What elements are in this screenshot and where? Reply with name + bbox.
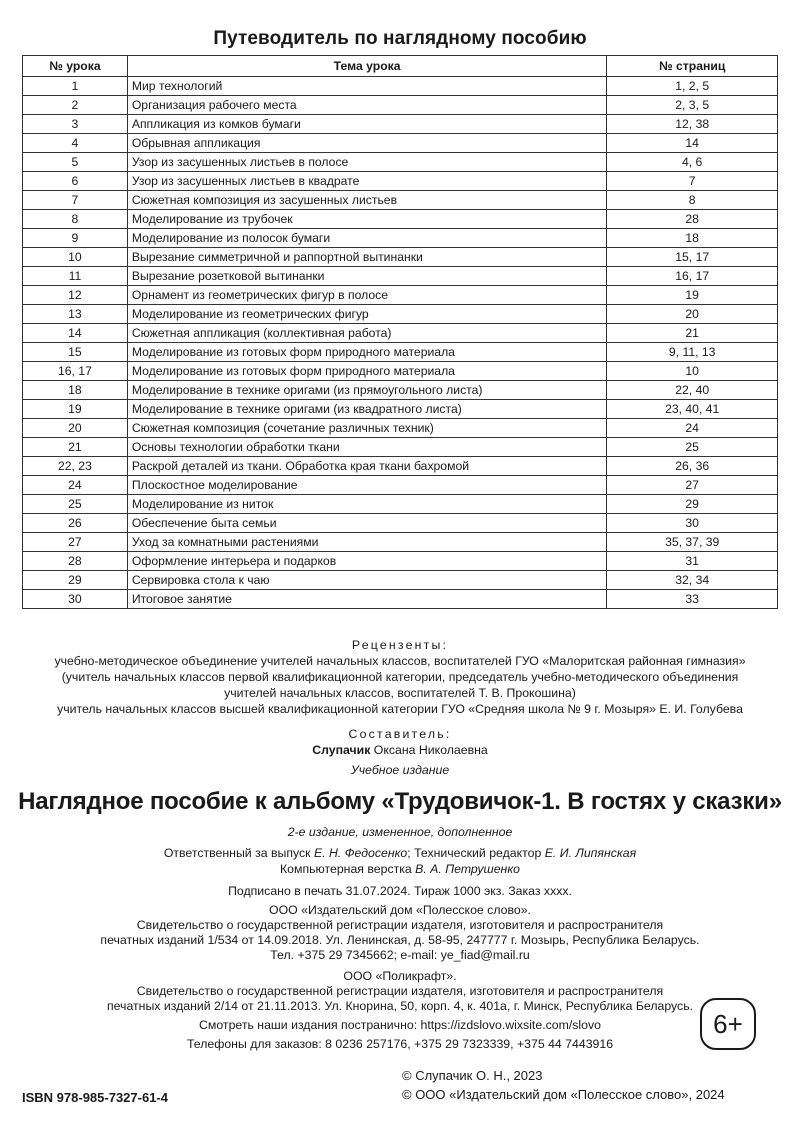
page-numbers-cell: 21	[607, 324, 778, 343]
page-numbers-cell: 35, 37, 39	[607, 533, 778, 552]
page-numbers-cell: 14	[607, 134, 778, 153]
table-row	[23, 134, 778, 153]
isbn: ISBN 978-985-7327-61-4	[22, 1090, 168, 1105]
page-numbers-cell: 20	[607, 305, 778, 324]
header-lesson-number: № урока	[23, 56, 128, 77]
publisher-line: Тел. +375 29 7345662; e-mail: ye_fiad@mail.ru	[270, 948, 530, 962]
table-row	[23, 514, 778, 533]
page-numbers-cell: 32, 34	[607, 571, 778, 590]
publisher-line: Свидетельство о государственной регистрации издателя, изготовителя и распространителя	[136, 918, 664, 932]
edition-type: Учебное издание	[350, 763, 450, 777]
printer-line: ООО «Поликрафт».	[343, 969, 457, 983]
copyright-line: © ООО «Издательский дом «Полесское слово», 2024	[402, 1087, 725, 1102]
lesson-topic-cell: Вырезание розетковой вытинанки	[127, 267, 607, 286]
lesson-topic-cell: Узор из засушенных листьев в полосе	[127, 153, 607, 172]
lesson-topic-cell: Раскрой деталей из ткани. Обработка края ткани бахромой	[127, 457, 607, 476]
publisher-line: печатных изданий 1/534 от 14.09.2018. Ул. Ленинская, д. 58-95, 247777 г. Мозырь, Республика Беларусь.	[100, 933, 700, 947]
lesson-guide-table	[22, 55, 778, 609]
lesson-topic-cell: Вырезание симметричной и раппортной вытинанки	[127, 248, 607, 267]
lesson-topic-cell: Плоскостное моделирование	[127, 476, 607, 495]
lesson-number-cell: 11	[23, 267, 128, 286]
table-row	[23, 495, 778, 514]
lesson-number-cell: 22, 23	[23, 457, 128, 476]
table-row	[23, 381, 778, 400]
table-row	[23, 267, 778, 286]
lesson-number-cell: 13	[23, 305, 128, 324]
page-numbers-cell: 16, 17	[607, 267, 778, 286]
copyright-block	[402, 1066, 725, 1104]
page-numbers-cell: 9, 11, 13	[607, 343, 778, 362]
lesson-topic-cell: Моделирование из ниток	[127, 495, 607, 514]
reviewer-line: учитель начальных классов высшей квалификационной категории ГУО «Средняя школа № 9 г. Мозыря» Е. И. Голубева	[57, 702, 743, 716]
reviewer-line: учителей начальных классов, воспитателей Т. В. Прокошина)	[224, 686, 576, 700]
lesson-topic-cell: Моделирование из геометрических фигур	[127, 305, 607, 324]
lesson-topic-cell: Сюжетная композиция из засушенных листьев	[127, 191, 607, 210]
lesson-number-cell: 10	[23, 248, 128, 267]
lesson-number-cell: 27	[23, 533, 128, 552]
lesson-number-cell: 28	[23, 552, 128, 571]
credit-person: В. А. Петрушенко	[415, 862, 520, 876]
lesson-topic-cell: Моделирование из готовых форм природного материала	[127, 362, 607, 381]
lesson-topic-cell: Организация рабочего места	[127, 96, 607, 115]
page-numbers-cell: 7	[607, 172, 778, 191]
lesson-number-cell: 16, 17	[23, 362, 128, 381]
lesson-topic-cell: Итоговое занятие	[127, 590, 607, 609]
lesson-number-cell: 4	[23, 134, 128, 153]
page-numbers-cell: 23, 40, 41	[607, 400, 778, 419]
page-numbers-cell: 30	[607, 514, 778, 533]
page-numbers-cell: 24	[607, 419, 778, 438]
lesson-number-cell: 18	[23, 381, 128, 400]
lesson-topic-cell: Основы технологии обработки ткани	[127, 438, 607, 457]
lesson-topic-cell: Уход за комнатными растениями	[127, 533, 607, 552]
compiler-heading: Составитель:	[348, 727, 452, 741]
page-numbers-cell: 1, 2, 5	[607, 77, 778, 96]
lesson-number-cell: 14	[23, 324, 128, 343]
page-numbers-cell: 27	[607, 476, 778, 495]
lesson-number-cell: 12	[23, 286, 128, 305]
age-rating-badge: 6+	[700, 998, 756, 1050]
book-title: Наглядное пособие к альбому «Трудовичок-1. В гостях у сказки»	[18, 788, 782, 815]
table-row	[23, 153, 778, 172]
page-numbers-cell: 25	[607, 438, 778, 457]
page-numbers-cell: 19	[607, 286, 778, 305]
table-row	[23, 571, 778, 590]
page-numbers-cell: 18	[607, 229, 778, 248]
lesson-topic-cell: Моделирование в технике оригами (из прямоугольного листа)	[127, 381, 607, 400]
lesson-topic-cell: Обеспечение быта семьи	[127, 514, 607, 533]
table-row	[23, 457, 778, 476]
lesson-number-cell: 21	[23, 438, 128, 457]
table-row	[23, 476, 778, 495]
phones-line: Телефоны для заказов: 8 0236 257176, +375 29 7323339, +375 44 7443916	[186, 1037, 614, 1051]
reviewers-heading: Рецензенты:	[351, 638, 449, 652]
credit-person: Е. И. Липянская	[544, 846, 637, 860]
edition-note: 2-е издание, измененное, дополненное	[287, 825, 513, 839]
credit-person: Е. Н. Федосенко	[313, 846, 408, 860]
lesson-topic-cell: Мир технологий	[127, 77, 607, 96]
website-line: Смотреть наши издания постранично: https://izdslovo.wixsite.com/slovo	[199, 1018, 601, 1032]
credit-label: Ответственный за выпуск	[163, 846, 314, 860]
lesson-number-cell: 26	[23, 514, 128, 533]
table-row	[23, 419, 778, 438]
lesson-number-cell: 30	[23, 590, 128, 609]
page-numbers-cell: 29	[607, 495, 778, 514]
lesson-topic-cell: Сервировка стола к чаю	[127, 571, 607, 590]
page-numbers-cell: 22, 40	[607, 381, 778, 400]
lesson-number-cell: 6	[23, 172, 128, 191]
lesson-topic-cell: Аппликация из комков бумаги	[127, 115, 607, 134]
table-row	[23, 286, 778, 305]
credit-label: Компьютерная верстка	[280, 862, 416, 876]
lesson-number-cell: 7	[23, 191, 128, 210]
lesson-topic-cell: Сюжетная композиция (сочетание различных техник)	[127, 419, 607, 438]
table-row	[23, 210, 778, 229]
page-numbers-cell: 31	[607, 552, 778, 571]
compiler-surname: Слупачик	[312, 743, 371, 757]
lesson-number-cell: 2	[23, 96, 128, 115]
table-row	[23, 400, 778, 419]
table-row	[23, 590, 778, 609]
lesson-topic-cell: Узор из засушенных листьев в квадрате	[127, 172, 607, 191]
table-row	[23, 343, 778, 362]
table-row	[23, 438, 778, 457]
lesson-number-cell: 20	[23, 419, 128, 438]
credits-line-1	[0, 845, 800, 861]
lesson-number-cell: 24	[23, 476, 128, 495]
table-row	[23, 77, 778, 96]
page-numbers-cell: 4, 6	[607, 153, 778, 172]
lesson-topic-cell: Моделирование из готовых форм природного материала	[127, 343, 607, 362]
lesson-number-cell: 29	[23, 571, 128, 590]
header-page-numbers: № страниц	[607, 56, 778, 77]
lesson-topic-cell: Моделирование из трубочек	[127, 210, 607, 229]
lesson-topic-cell: Моделирование из полосок бумаги	[127, 229, 607, 248]
lesson-number-cell: 25	[23, 495, 128, 514]
page-numbers-cell: 8	[607, 191, 778, 210]
reviewer-line: (учитель начальных классов первой квалификационной категории, председатель учебно-методического объединения	[61, 670, 739, 684]
lesson-number-cell: 19	[23, 400, 128, 419]
table-header-row	[23, 56, 778, 77]
lesson-number-cell: 15	[23, 343, 128, 362]
table-row	[23, 115, 778, 134]
table-row	[23, 172, 778, 191]
copyright-line: © Слупачик О. Н., 2023	[402, 1068, 543, 1083]
table-row	[23, 324, 778, 343]
page-numbers-cell: 26, 36	[607, 457, 778, 476]
credit-label: ; Технический редактор	[407, 846, 545, 860]
table-row	[23, 191, 778, 210]
lesson-number-cell: 1	[23, 77, 128, 96]
lesson-topic-cell: Оформление интерьера и подарков	[127, 552, 607, 571]
lesson-topic-cell: Орнамент из геометрических фигур в полосе	[127, 286, 607, 305]
credits-line-2	[0, 861, 800, 877]
page-numbers-cell: 12, 38	[607, 115, 778, 134]
lesson-number-cell: 3	[23, 115, 128, 134]
lesson-topic-cell: Обрывная аппликация	[127, 134, 607, 153]
table-row	[23, 229, 778, 248]
table-row	[23, 552, 778, 571]
lesson-number-cell: 9	[23, 229, 128, 248]
table-row	[23, 248, 778, 267]
lesson-topic-cell: Моделирование в технике оригами (из квадратного листа)	[127, 400, 607, 419]
lesson-topic-cell: Сюжетная аппликация (коллективная работа)	[127, 324, 607, 343]
lesson-number-cell: 8	[23, 210, 128, 229]
printer-line: печатных изданий 2/14 от 21.11.2013. Ул. Кнорина, 50, корп. 4, к. 401а, г. Минск, Республика Беларусь.	[106, 999, 694, 1013]
printer-line: Свидетельство о государственной регистрации издателя, изготовителя и распространителя	[136, 984, 664, 998]
table-row	[23, 96, 778, 115]
table-row	[23, 533, 778, 552]
page-numbers-cell: 10	[607, 362, 778, 381]
header-lesson-topic: Тема урока	[127, 56, 607, 77]
page-title: Путеводитель по наглядному пособию	[213, 28, 587, 49]
compiler-name	[0, 742, 800, 758]
page-numbers-cell: 33	[607, 590, 778, 609]
table-row	[23, 362, 778, 381]
print-info: Подписано в печать 31.07.2024. Тираж 1000 экз. Заказ xxxx.	[228, 884, 572, 898]
page-numbers-cell: 2, 3, 5	[607, 96, 778, 115]
reviewer-line: учебно-методическое объединение учителей начальных классов, воспитателей ГУО «Малоритская районная гимназия»	[54, 654, 746, 668]
lesson-number-cell: 5	[23, 153, 128, 172]
publisher-line: ООО «Издательский дом «Полесское слово».	[269, 903, 531, 917]
table-row	[23, 305, 778, 324]
compiler-given-name: Оксана Николаевна	[370, 743, 488, 757]
page-numbers-cell: 15, 17	[607, 248, 778, 267]
page-numbers-cell: 28	[607, 210, 778, 229]
